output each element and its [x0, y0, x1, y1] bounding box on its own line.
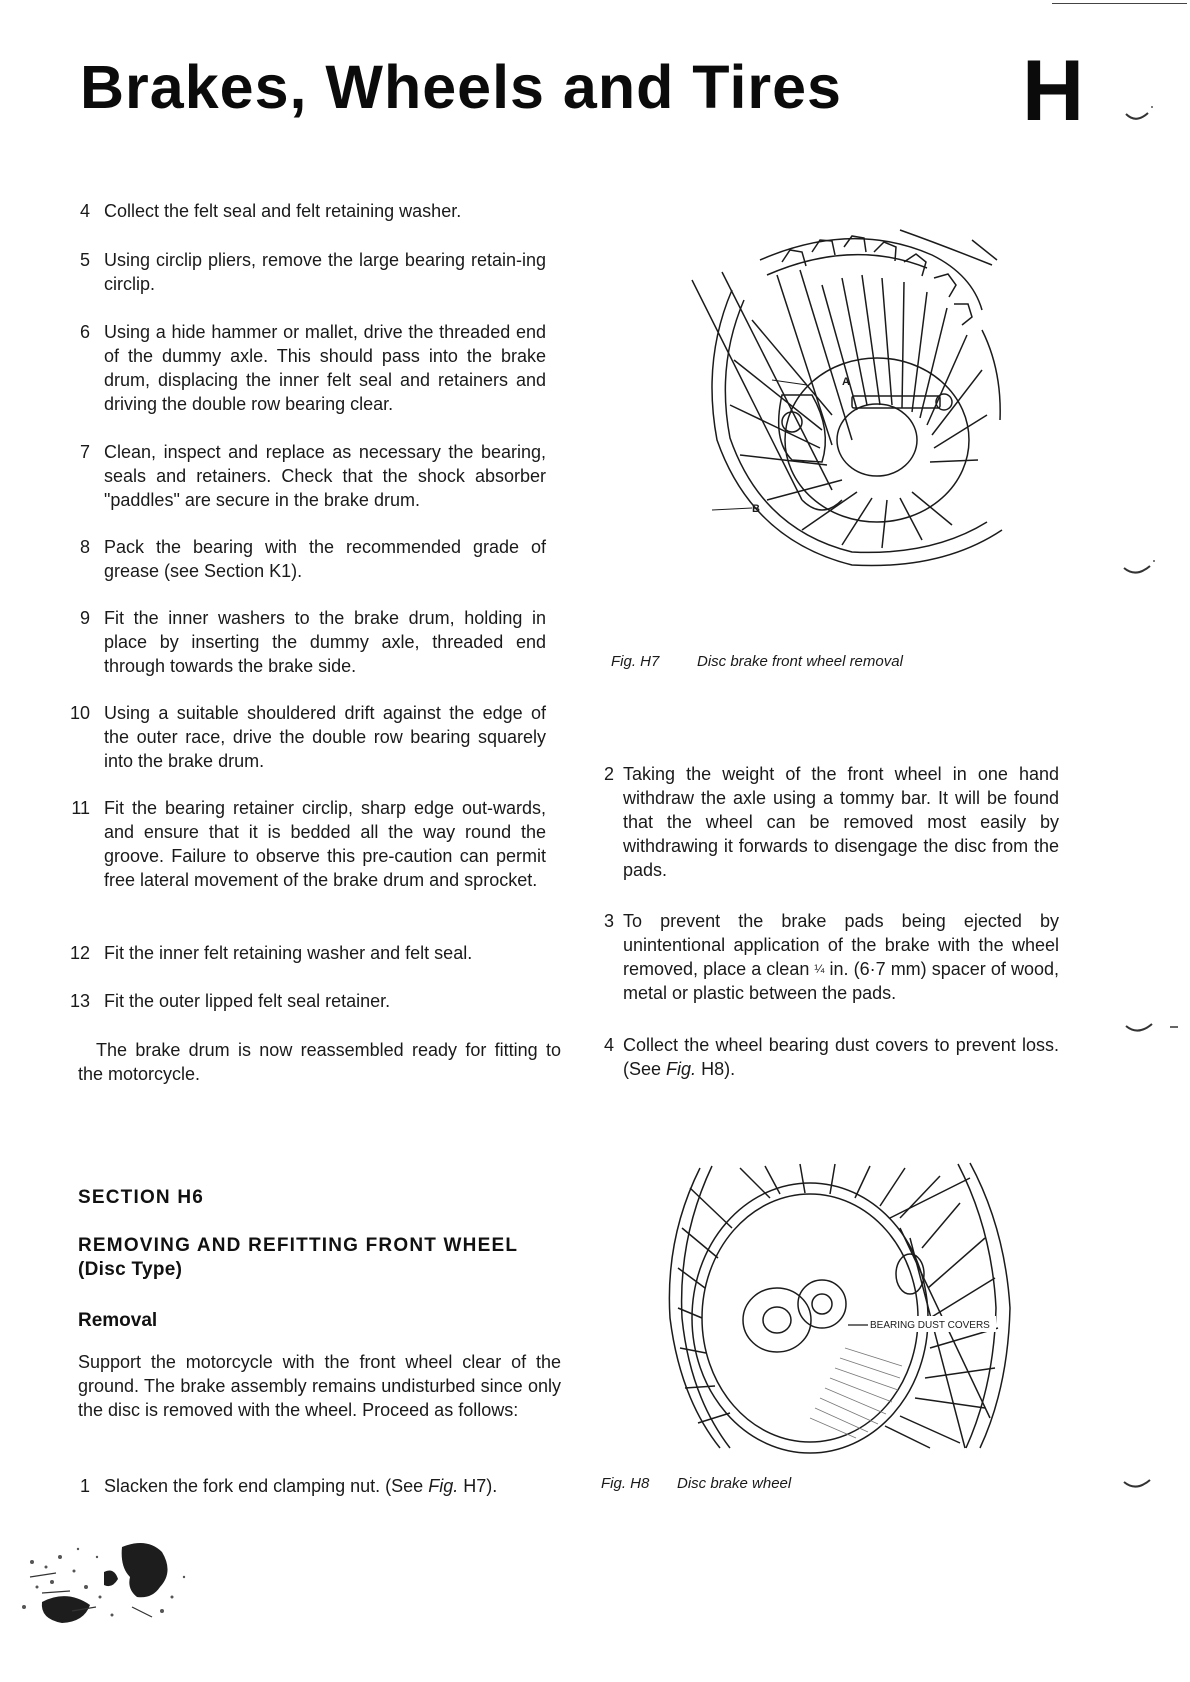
- step-number: 13: [69, 991, 90, 1011]
- step-text: Collect the felt seal and felt retaining washer.: [104, 201, 462, 221]
- figure-h7-illustration: [682, 200, 1012, 620]
- fig-ref: Fig.: [666, 1059, 697, 1079]
- reassembled-note: The brake drum is now reassembled ready for fitting to the motorcycle.: [78, 1040, 561, 1084]
- step-number: 3: [603, 911, 614, 931]
- section-heading-sub: (Disc Type): [78, 1259, 183, 1280]
- step-text: [623, 1033, 1059, 1081]
- step-text: Using a suitable shouldered drift against the edge of the outer race, drive the double row bearing squarely into the brake drum.: [104, 703, 546, 771]
- fig-ref: Fig.: [428, 1476, 459, 1496]
- top-rule: [1052, 3, 1187, 4]
- removal-intro: Support the motorcycle with the front wheel clear of the ground. The brake assembly remains undisturbed since only the disc is removed with the wheel. Proceed as follows:: [78, 1352, 561, 1420]
- fig-h8-caption-text: Disc brake wheel: [677, 1475, 792, 1492]
- step-text: Using circlip pliers, remove the large bearing retain-ing circlip.: [104, 250, 546, 294]
- step-number: 4: [79, 201, 90, 221]
- step-number: 6: [79, 322, 90, 342]
- step-text: Fit the bearing retainer circlip, sharp edge out-wards, and ensure that it is bedded all the way round the groove. Failure to observe this pre-caution can permit free lateral movement of the brake drum and sprocket.: [104, 798, 546, 890]
- step-text: Pack the bearing with the recommended grade of grease (see Section K1).: [104, 537, 546, 581]
- margin-mark: [1122, 558, 1158, 582]
- step-text-body: Slacken the fork end clamping nut. (See: [104, 1476, 424, 1496]
- fig-ref-number: H7).: [463, 1476, 498, 1496]
- step-number: 1: [79, 1476, 90, 1496]
- fig-h8-id: Fig. H8: [601, 1475, 650, 1492]
- fig-h7-caption-text: Disc brake front wheel removal: [697, 653, 903, 670]
- fig-h7-label-a: A: [842, 376, 850, 388]
- removal-title: Removal: [78, 1310, 158, 1331]
- step-text-body: Collect the wheel bearing dust covers to prevent loss. (See: [623, 1035, 1059, 1079]
- page-title: Brakes, Wheels and Tires: [80, 53, 842, 121]
- step-text: Fit the inner washers to the brake drum, holding in place by inserting the dummy axle, threaded end through towards the brake side.: [104, 608, 546, 676]
- step-number: 2: [603, 764, 614, 784]
- step-text: [104, 1474, 574, 1498]
- fig-ref-number: H8).: [701, 1059, 736, 1079]
- figure-h8-caption: [601, 1475, 791, 1492]
- step-number: 5: [79, 250, 90, 270]
- step-number: 9: [79, 608, 90, 628]
- step-number: 10: [69, 703, 90, 723]
- step-text-body: in. (6·7 mm) spacer of wood, metal or plastic between the pads.: [623, 959, 1059, 1003]
- step-text: Taking the weight of the front wheel in one hand withdraw the axle using a tommy bar. It will be found that the wheel can be removed most easily by withdrawing it forwards to disengage the disc from the pads.: [623, 764, 1059, 880]
- step-number: 11: [71, 798, 90, 818]
- margin-mark: [1124, 104, 1154, 128]
- step-number: 7: [79, 442, 90, 462]
- step-text: [623, 909, 1059, 1005]
- section-label: SECTION H6: [78, 1187, 205, 1208]
- step-text-body: To prevent the brake pads being ejected by unintentional application of the brake with the wheel removed, place a clean: [623, 911, 1059, 979]
- fraction: ¼: [814, 962, 825, 976]
- fig-h7-label-b: B: [752, 503, 760, 515]
- section-letter: H: [1022, 43, 1085, 139]
- step-number: 4: [603, 1035, 614, 1055]
- step-text: Fit the outer lipped felt seal retainer.: [104, 991, 391, 1011]
- figure-h7-caption: [611, 653, 903, 670]
- section-heading-main: REMOVING AND REFITTING FRONT WHEEL: [78, 1235, 519, 1256]
- margin-mark: [1124, 1020, 1182, 1042]
- ink-smudge: [12, 1527, 192, 1627]
- fig-h7-id: Fig. H7: [611, 653, 660, 670]
- step-text: Using a hide hammer or mallet, drive the threaded end of the dummy axle. This should pass into the brake drum, displacing the inner felt seal and retainers and driving the double row bearing clear.: [104, 322, 546, 414]
- section-heading: [78, 1234, 561, 1282]
- step-number: 12: [69, 943, 90, 963]
- margin-mark: [1122, 1476, 1158, 1496]
- step-number: 8: [79, 537, 90, 557]
- fig-h8-callout: BEARING DUST COVERS: [870, 1320, 990, 1331]
- figure-h8-illustration: [660, 1158, 1030, 1458]
- step-text: Fit the inner felt retaining washer and felt seal.: [104, 943, 473, 963]
- step-text: Clean, inspect and replace as necessary the bearing, seals and retainers. Check that the shock absorber "paddles" are secure in the brake drum.: [104, 442, 546, 510]
